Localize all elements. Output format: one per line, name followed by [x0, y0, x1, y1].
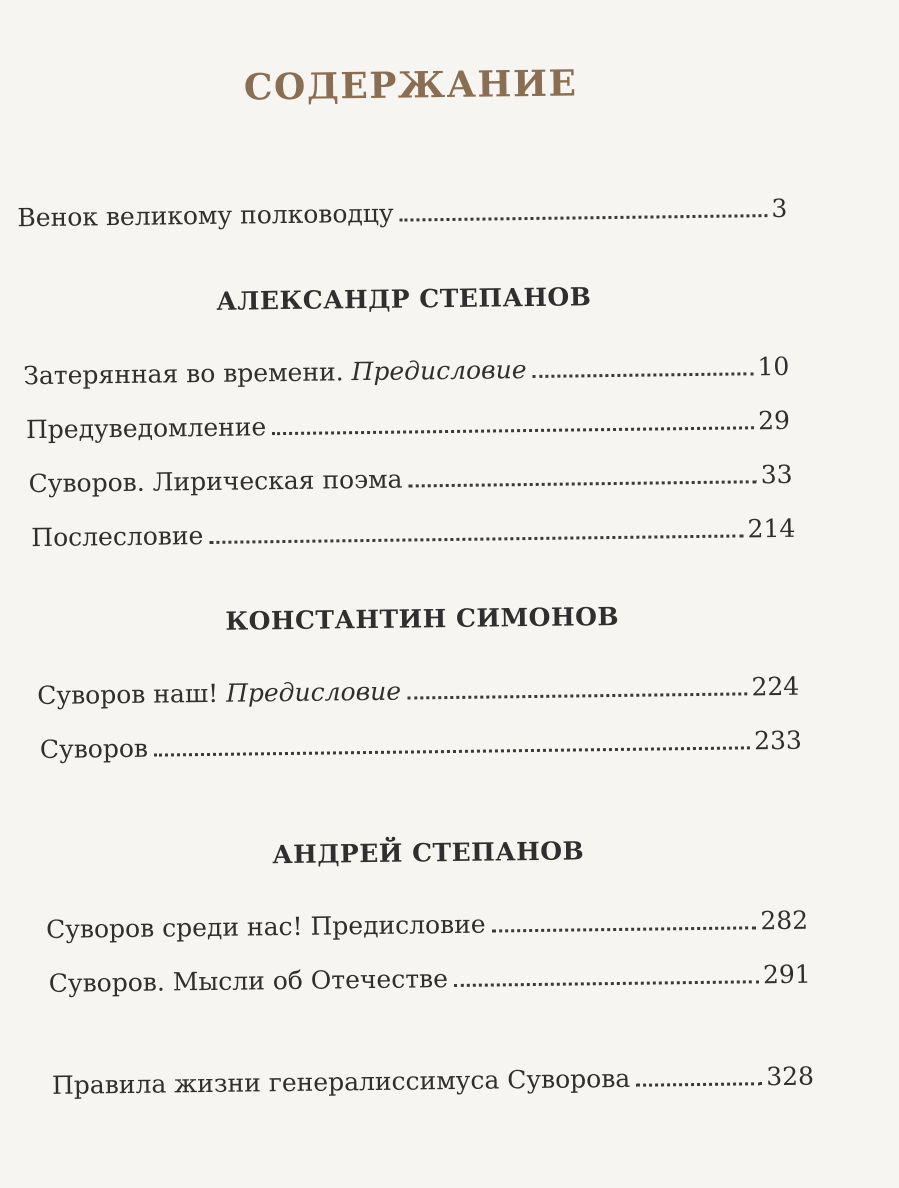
toc-entry-title: Суворов среди нас! Предисловие — [45, 909, 486, 944]
dot-leader — [454, 980, 759, 987]
section-heading-stepanov-andrey: АНДРЕЙ СТЕПАНОВ — [272, 836, 585, 870]
toc-entry-subtitle: Предисловие — [225, 676, 402, 708]
toc-entry — [46, 906, 808, 944]
toc-page-number: 3 — [771, 193, 788, 224]
toc-page-number: 10 — [757, 351, 790, 382]
dot-leader — [400, 214, 768, 221]
toc-entry-title: Послесловие — [31, 521, 204, 553]
toc-entry-title: Предуведомление — [25, 412, 267, 445]
dot-leader — [636, 1082, 762, 1087]
dot-leader — [409, 480, 757, 487]
dot-leader — [533, 372, 754, 378]
toc-entry-title: Венок великому полководцу — [17, 198, 394, 233]
toc-page-number: 214 — [747, 513, 796, 544]
toc-entry — [37, 672, 799, 710]
toc-entry-title: Суворов наш! — [37, 678, 219, 711]
toc-entry-final — [52, 1062, 814, 1100]
toc-page-number: 328 — [766, 1061, 815, 1092]
toc-entry-intro — [17, 194, 787, 232]
toc-page-number: 224 — [751, 671, 800, 702]
toc-entry — [23, 352, 789, 390]
toc-entry-title: Суворов — [39, 733, 149, 765]
dot-leader — [154, 746, 750, 756]
dot-leader — [407, 692, 747, 699]
dot-leader — [272, 426, 754, 435]
toc-page-number: 233 — [753, 725, 803, 756]
section-heading-simonov: КОНСТАНТИН СИМОНОВ — [225, 601, 620, 636]
toc-entry — [26, 406, 790, 444]
toc-page-number: 33 — [760, 459, 793, 490]
toc-page-number: 282 — [760, 905, 809, 936]
toc-page-number: 291 — [762, 959, 811, 990]
toc-entry-title: Затерянная во времени. — [23, 357, 344, 391]
toc-entry — [31, 514, 795, 552]
toc-entry-title: Суворов. Лирическая поэма — [28, 464, 403, 499]
dot-leader — [492, 926, 757, 932]
toc-entry — [40, 726, 802, 764]
section-heading-stepanov-alexander: АЛЕКСАНДР СТЕПАНОВ — [216, 282, 592, 316]
dot-leader — [209, 534, 743, 544]
toc-entry — [49, 960, 811, 998]
toc-page-number: 29 — [757, 405, 791, 436]
toc-entry-subtitle: Предисловие — [351, 355, 527, 387]
toc-entry-title: Правила жизни генералиссимуса Суворова — [51, 1063, 631, 1100]
toc-entry-title: Суворов. Мысли об Отечестве — [48, 964, 449, 998]
toc-entry — [28, 460, 792, 498]
page-title: СОДЕРЖАНИЕ — [243, 62, 578, 109]
